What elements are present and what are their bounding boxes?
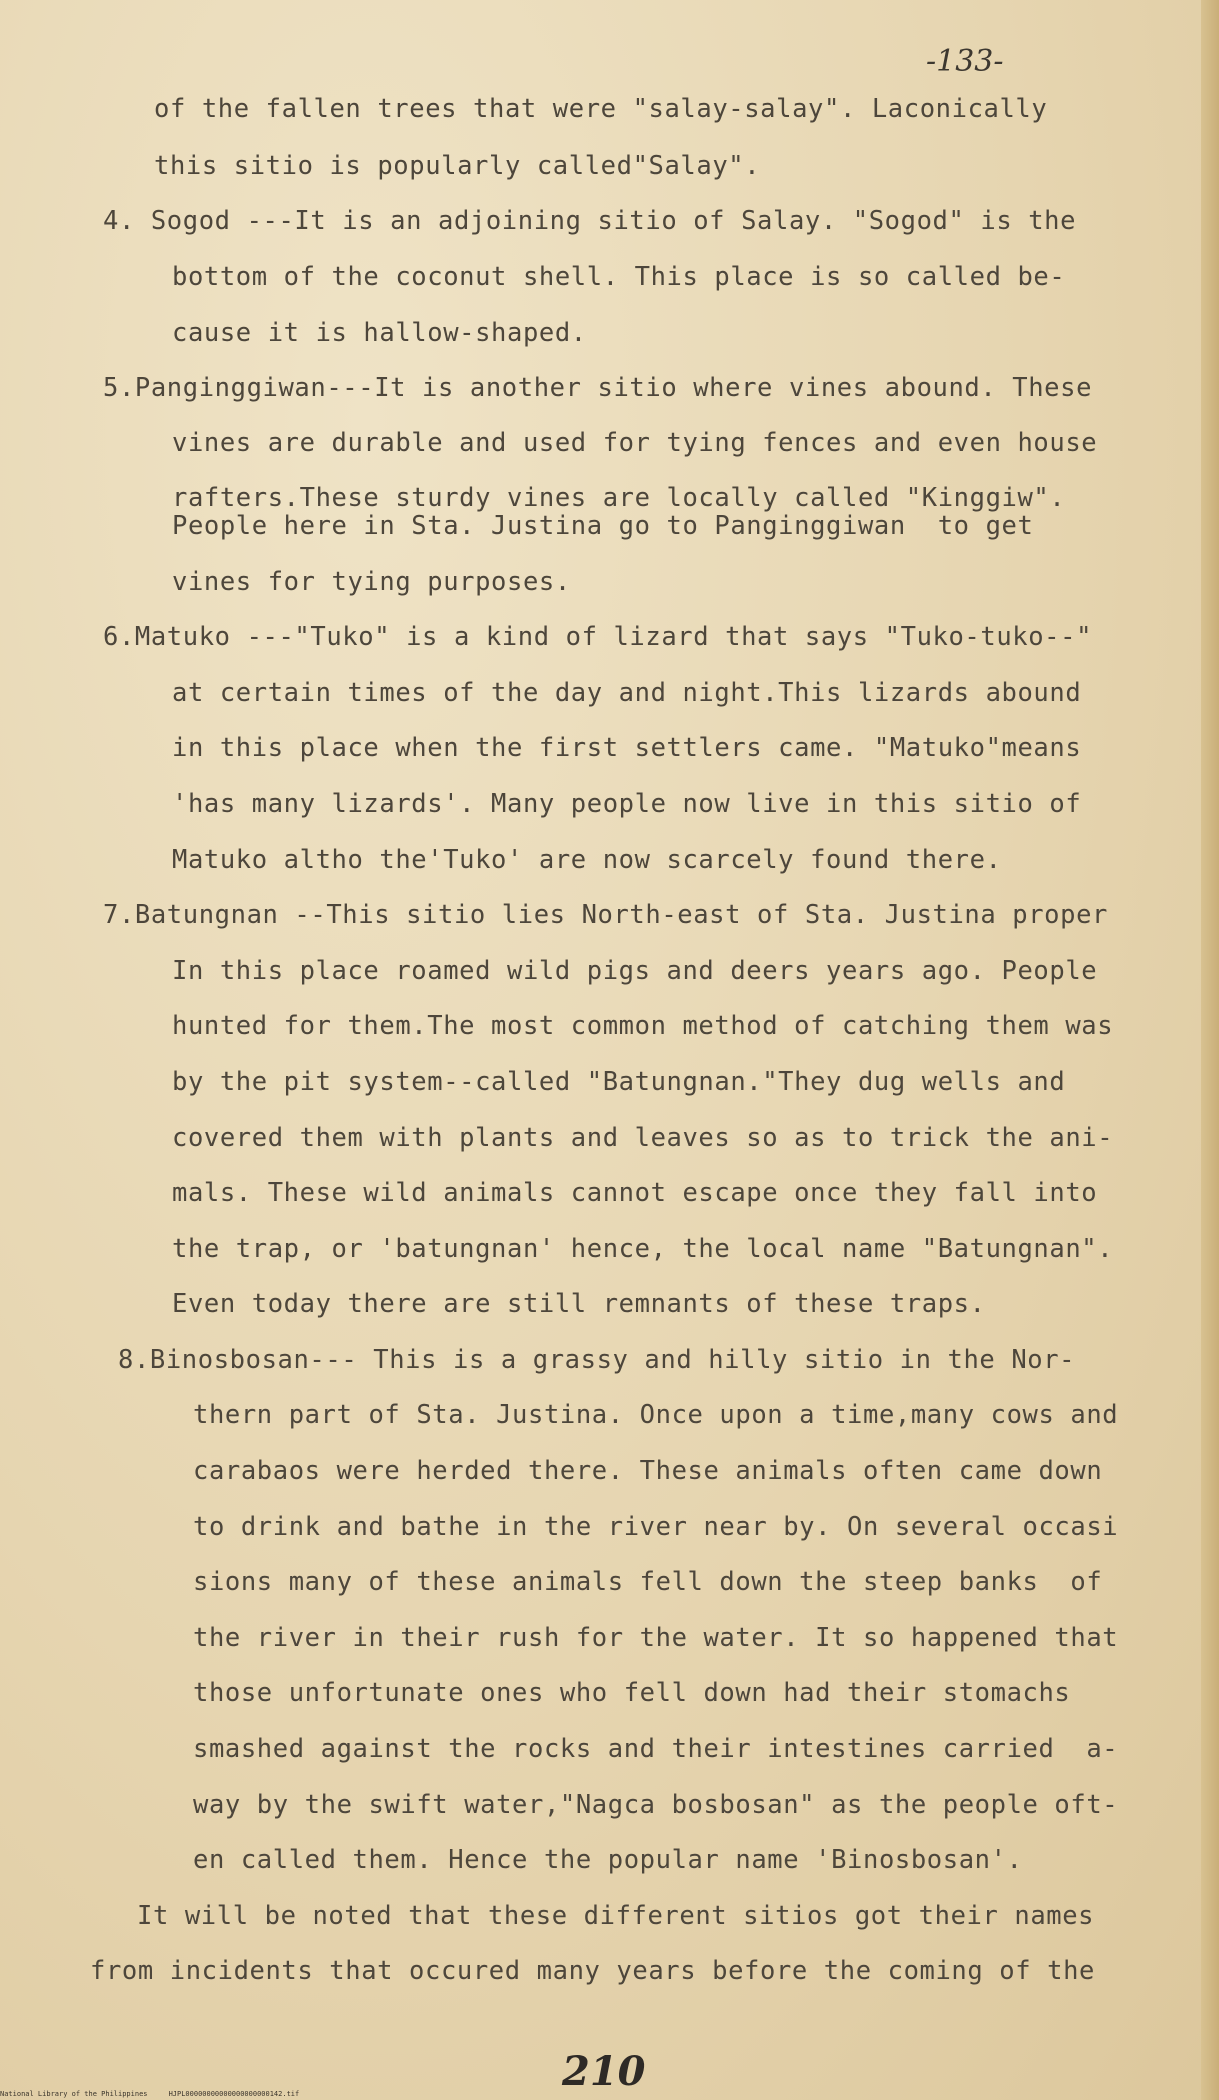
- text-line: to drink and bathe in the river near by. On several occasi: [193, 1512, 1119, 1542]
- text-line: Even today there are still remnants of these traps.: [172, 1289, 986, 1319]
- page-edge: [1201, 0, 1219, 2100]
- text-line: 'has many lizards'. Many people now live in this sitio of: [172, 789, 1082, 819]
- text-line: bottom of the coconut shell. This place is so called be-: [172, 262, 1066, 292]
- text-line: from incidents that occured many years before the coming of the: [90, 1956, 1095, 1986]
- text-line: In this place roamed wild pigs and deers years ago. People: [172, 956, 1098, 986]
- text-line: cause it is hallow-shaped.: [172, 318, 587, 348]
- text-line: thern part of Sta. Justina. Once upon a time,many cows and: [193, 1400, 1119, 1430]
- text-line: Matuko altho the'Tuko' are now scarcely found there.: [172, 845, 1002, 875]
- text-line: covered them with plants and leaves so as to trick the ani-: [172, 1123, 1114, 1153]
- text-line: People here in Sta. Justina go to Panginggiwan to get: [172, 511, 1034, 541]
- text-line: 4. Sogod ---It is an adjoining sitio of Salay. "Sogod" is the: [103, 206, 1077, 236]
- text-line: the trap, or 'batungnan' hence, the local name "Batungnan".: [172, 1234, 1114, 1264]
- text-line: sions many of these animals fell down the steep banks of: [193, 1567, 1103, 1597]
- text-line: 8.Binosbosan--- This is a grassy and hilly sitio in the Nor-: [118, 1345, 1076, 1375]
- text-line: this sitio is popularly called"Salay".: [154, 151, 761, 181]
- text-line: smashed against the rocks and their intestines carried a-: [193, 1734, 1119, 1764]
- footer-credit: National Library of the Philippines HJPL00000000000000000000142.tif: [0, 2090, 300, 2098]
- text-line: 7.Batungnan --This sitio lies North-east of Sta. Justina proper: [103, 900, 1108, 930]
- text-line: en called them. Hence the popular name 'Binosbosan'.: [193, 1845, 1023, 1875]
- text-line: 6.Matuko ---"Tuko" is a kind of lizard that says "Tuko-tuko--": [103, 622, 1093, 652]
- text-line: It will be noted that these different sitios got their names: [137, 1901, 1095, 1931]
- text-line: by the pit system--called "Batungnan."They dug wells and: [172, 1067, 1066, 1097]
- text-line: carabaos were herded there. These animals often came down: [193, 1456, 1103, 1486]
- text-line: vines are durable and used for tying fences and even house: [172, 428, 1098, 458]
- text-line: of the fallen trees that were "salay-salay". Laconically: [154, 94, 1048, 124]
- handwritten-page-number: 210: [562, 2048, 646, 2095]
- text-line: hunted for them.The most common method of catching them was: [172, 1011, 1114, 1041]
- text-line: those unfortunate ones who fell down had their stomachs: [193, 1678, 1071, 1708]
- page-number: -133-: [926, 44, 1004, 79]
- text-line: mals. These wild animals cannot escape once they fall into: [172, 1178, 1098, 1208]
- text-line: the river in their rush for the water. It so happened that: [193, 1623, 1119, 1653]
- text-line: way by the swift water,"Nagca bosbosan" as the people oft-: [193, 1790, 1119, 1820]
- text-line: vines for tying purposes.: [172, 567, 571, 597]
- text-line: at certain times of the day and night.This lizards abound: [172, 678, 1082, 708]
- text-line: 5.Panginggiwan---It is another sitio where vines abound. These: [103, 373, 1093, 403]
- text-line: in this place when the first settlers came. "Matuko"means: [172, 733, 1082, 763]
- text-line: rafters.These sturdy vines are locally called "Kinggiw".: [172, 483, 1066, 513]
